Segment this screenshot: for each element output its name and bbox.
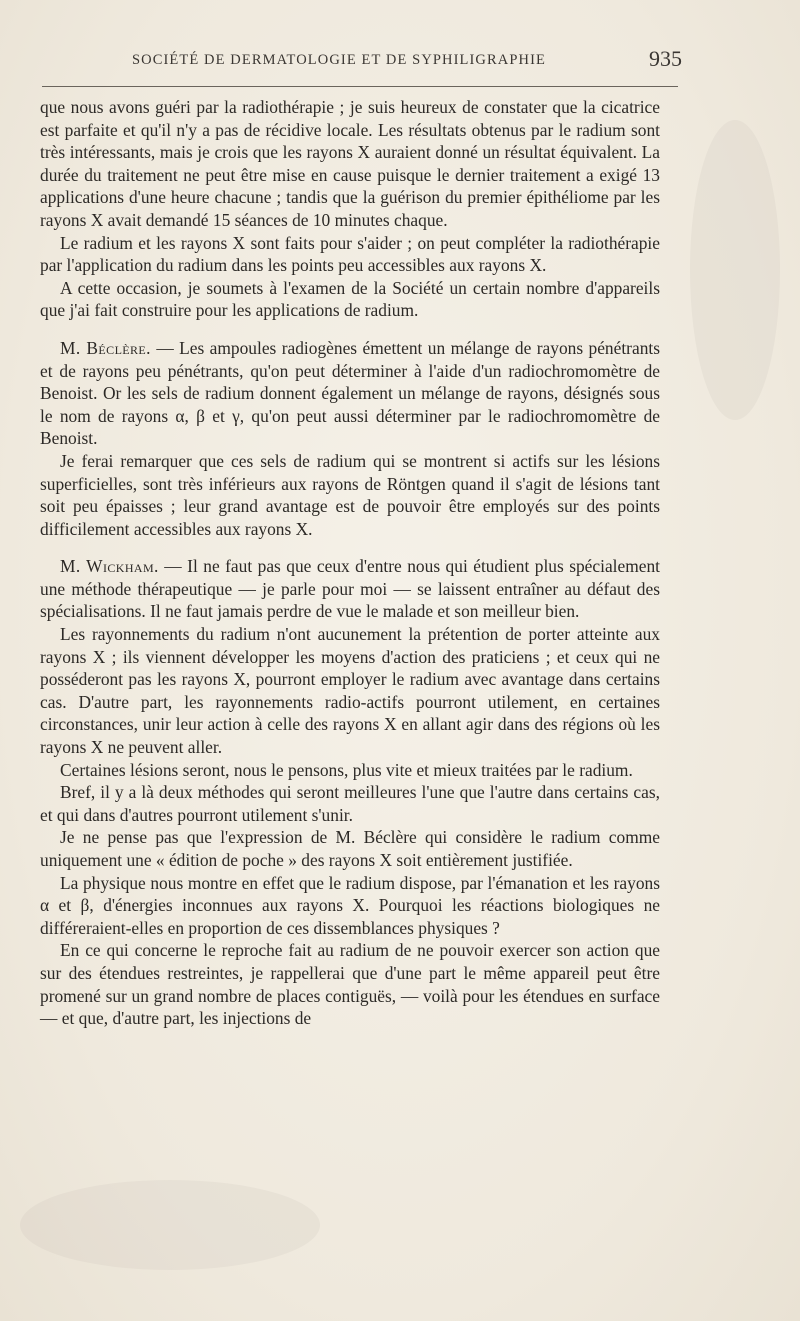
paragraph: Bref, il y a là deux méthodes qui seront meilleures l'une que l'autre dans certains cas, et qui dans d'autres pourront utilement s'unir. [40, 782, 660, 825]
body-text [40, 96, 660, 1030]
paragraph: Certaines lésions seront, nous le pensons, plus vite et mieux traitées par le radium. [60, 759, 633, 780]
paragraph [40, 555, 660, 623]
paragraph: Les rayonnements du radium n'ont aucunement la prétention de porter atteinte aux rayons X ; ils viennent développer les moyens d'action des praticiens ; et ceux qui ne posséderont pas les rayons X, pourront employer le radium avec avantage dans certains cas. D'autre part, les rayonnements radio-actifs pourront utilement, en certaines circonstances, unir leur action à celle des rayons X en allant agir dans des régions où les rayons X ne peuvent aller. [40, 624, 660, 758]
paragraph-text: — Les ampoules radiogènes émettent un mélange de rayons pénétrants et de rayons peu pénétrants, qu'on peut déterminer à l'aide d'un radiochromomètre de Benoist. Or les sels de radium donnent également un mélange de rayons, désignés sous le nom de rayons α, β et γ, qu'on peut aussi déterminer par le radiochromomètre de Benoist. [40, 337, 660, 449]
paragraph: La physique nous montre en effet que le radium dispose, par l'émanation et les rayons α et β, d'énergies inconnues aux rayons X. Pourquoi les réactions biologiques ne différeraient-elles en proportion de ces dissemblances physiques ? [40, 872, 660, 938]
page-number: 935 [649, 46, 682, 71]
speaker-name: M. Wickham. [60, 556, 159, 577]
paragraph: Le radium et les rayons X sont faits pour s'aider ; on peut compléter la radiothérapie par l'application du radium dans les points peu accessibles aux rayons X. [40, 232, 660, 276]
paragraph: que nous avons guéri par la radiothérapie ; je suis heureux de constater que la cicatrice est parfaite et qu'il n'y a pas de récidive locale. Les résultats obtenus par le radium sont très intéressants, mais je crois que les rayons X auraient donné un résultat équivalent. La durée du traitement ne peut être mise en cause puisque le dernier traitement a exigé 13 applications d'une heure chacune ; tandis que la guérison du premier épithéliome par les rayons X avait demandé 15 séances de 10 minutes chaque. [40, 97, 660, 230]
paragraph: En ce qui concerne le reproche fait au radium de ne pouvoir exercer son action que sur des étendues restreintes, je rappellerai que d'une part le même appareil peut être promené sur un grand nombre de places contiguës, — voilà pour les étendues en surface — et que, d'autre part, les injections de [40, 940, 660, 1029]
paragraph: Je ne pense pas que l'expression de M. Béclère qui considère le radium comme uniquement une « édition de poche » des rayons X soit entièrement justifiée. [40, 827, 660, 870]
paper-stain [690, 120, 780, 420]
paragraph: Je ferai remarquer que ces sels de radium qui se montrent si actifs sur les lésions superficielles, sont très inférieurs aux rayons de Röntgen quand il s'agit de lésions tant soit peu épaisses ; leur grand avantage est de pouvoir être employés sur des points difficilement accessibles aux rayons X. [40, 450, 660, 539]
paper-stain [20, 1180, 320, 1270]
speaker-name: M. Béclère. [60, 337, 151, 358]
paragraph [40, 337, 660, 450]
header-rule [42, 86, 678, 87]
page-header [40, 44, 680, 74]
paragraph-text: — Il ne faut pas que ceux d'entre nous qui étudient plus spécialement une méthode thérapeutique — je parle pour moi — se laissent entraîner au défaut des spécialisations. Il ne faut jamais perdre de vue le malade et son meilleur bien. [40, 556, 660, 622]
paragraph: A cette occasion, je soumets à l'examen de la Société un certain nombre d'appareils que j'ai fait construire pour les applications de radium. [40, 277, 660, 321]
running-head: SOCIÉTÉ DE DERMATOLOGIE ET DE SYPHILIGRAPHIE [132, 52, 546, 68]
